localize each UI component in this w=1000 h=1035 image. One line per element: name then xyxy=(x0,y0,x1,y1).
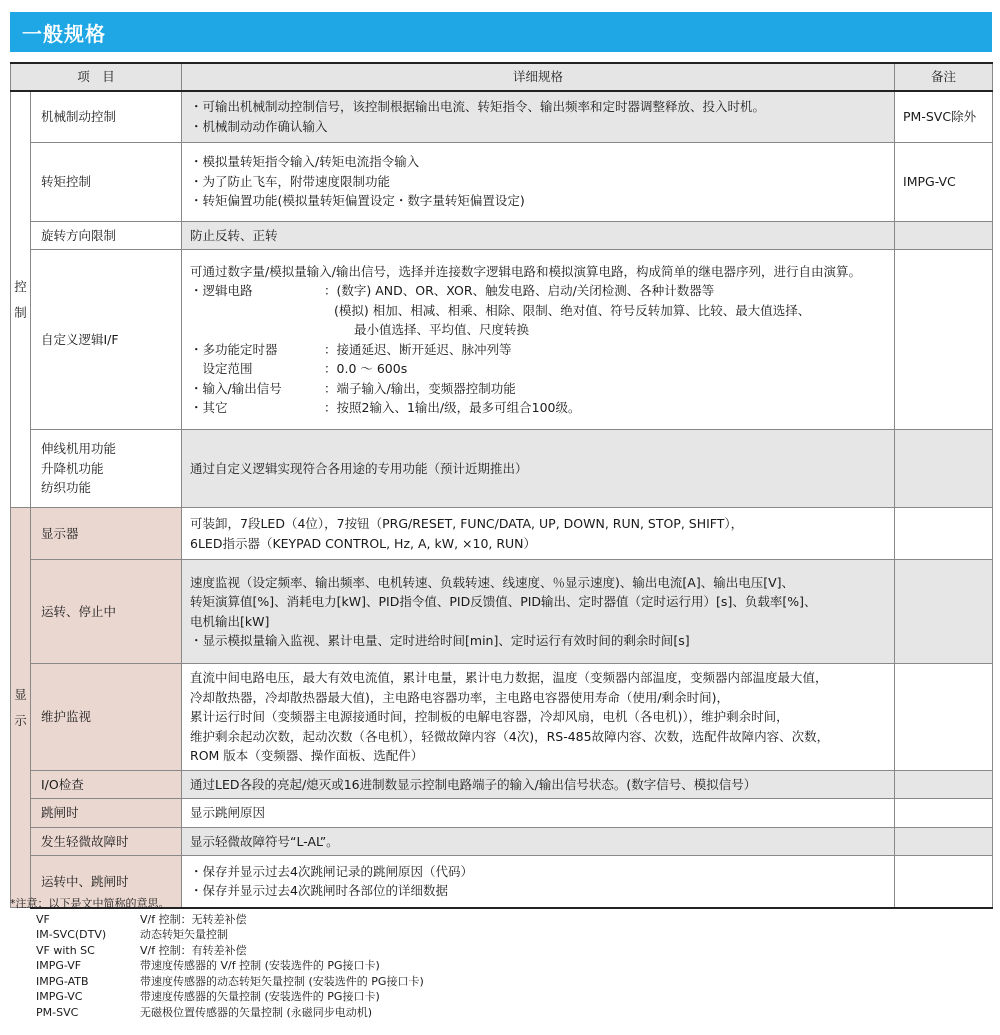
note-cell xyxy=(895,664,993,771)
note-cell xyxy=(895,560,993,664)
footnote-entry: IM-SVC(DTV) 动态转矩矢量控制 xyxy=(36,928,228,941)
item-label: 运转中、跳闸时 xyxy=(31,856,182,908)
table-header-row xyxy=(11,63,993,91)
item-label: I/O检查 xyxy=(31,770,182,799)
detail-cell: 显示轻微故障符号“L-AL”。 xyxy=(182,827,895,856)
detail-cell: 通过自定义逻辑实现符合各用途的专用功能（预计近期推出） xyxy=(182,430,895,508)
item-label: 旋转方向限制 xyxy=(31,221,182,250)
table-row xyxy=(11,770,993,799)
item-label: 机械制动控制 xyxy=(31,91,182,142)
table-row xyxy=(11,221,993,250)
table-row xyxy=(11,799,993,828)
header-detail: 详细规格 xyxy=(182,63,895,91)
item-label: 显示器 xyxy=(31,508,182,560)
footnote-entry: IMPG-ATB 带速度传感器的动态转矩矢量控制 (安装选件的 PG接口卡) xyxy=(36,974,424,988)
detail-cell: 可通过数字量/模拟量输入/输出信号，选择并连接数字逻辑电路和模拟演算电路，构成简单的继电器序列，进行自由演算。 ・逻辑电路 ：(数字) AND、OR、XOR、触发电路、启动/关闭检测、各种计数器等 (模拟) 相加、相减、相乘、相除、限制、绝对值、符号反转加算、比较、最大值选择、 最小值选择、平均值、尺度转换 ・多功能定时器 ：接通延迟、断开延迟、脉冲列等 设定范围 ：0.0 ～ 600s ・输入/输出信号 ：端子输入/输出，变频器控制功能 ・其它 ：按照2输入、1输出/级，最多可组合100级。 xyxy=(182,250,895,430)
detail-cell: 可装卸，7段LED（4位），7按钮（PRG/RESET, FUNC/DATA, UP, DOWN, RUN, STOP, SHIFT）， 6LED指示器（KEYPAD CONTROL, Hz, A, kW, ×10, RUN） xyxy=(182,508,895,560)
item-label: 自定义逻辑I/F xyxy=(31,250,182,430)
detail-cell: 直流中间电路电压，最大有效电流值，累计电量，累计电力数据，温度（变频器内部温度，变频器内部温度最大值， 冷却散热器，冷却散热器最大值)，主电路电容器功率，主电路电容器使用寿命（使用/剩余时间)， 累计运行时间（变频器主电源接通时间，控制板的电解电容器，冷却风扇，电机（各电机)），维护剩余时间， 维护剩余起动次数，起动次数（各电机），轻微故障内容（4次)，RS-485故障内容、次数，选配件故障内容、次数， ROM 版本（变频器、操作面板、选配件） xyxy=(182,664,895,771)
note-cell xyxy=(895,508,993,560)
item-label: 跳闸时 xyxy=(31,799,182,828)
page-title: 一般规格 xyxy=(22,22,106,46)
detail-cell: ・保存并显示过去4次跳闸记录的跳闸原因（代码） ・保存并显示过去4次跳闸时各部位的详细数据 xyxy=(182,856,895,908)
table-row xyxy=(11,142,993,221)
item-label: 运转、停止中 xyxy=(31,560,182,664)
item-label: 维护监视 xyxy=(31,664,182,771)
note-cell xyxy=(895,221,993,250)
note-cell xyxy=(895,827,993,856)
item-label: 转矩控制 xyxy=(31,142,182,221)
table-row xyxy=(11,560,993,664)
footnote-entry: PM-SVC 无磁极位置传感器的矢量控制 (永磁同步电动机) xyxy=(36,1005,373,1019)
table-row xyxy=(11,91,993,142)
table-row xyxy=(11,250,993,430)
header-item: 项 目 xyxy=(11,63,182,91)
note-cell: PM-SVC除外 xyxy=(895,91,993,142)
spec-table xyxy=(10,62,993,909)
footnote xyxy=(10,896,424,1020)
header-note: 备注 xyxy=(895,63,993,91)
table-row xyxy=(11,827,993,856)
table-row xyxy=(11,508,993,560)
footnote-entry: IMPG-VF 带速度传感器的 V/f 控制 (安装选件的 PG接口卡) xyxy=(36,959,380,972)
footnote-heading: *注意：以下是文中简称的意思。 xyxy=(10,897,170,910)
footnote-entry: VF with SC V/f 控制：有转差补偿 xyxy=(36,943,247,957)
detail-cell: 速度监视（设定频率、输出频率、电机转速、负载转速、线速度、％显示速度)、输出电流[A]、输出电压[V]、 转矩演算值[%]、消耗电力[kW]、PID指令值、PID反馈值、PID输出、定时器值（定时运行用）[s]、负载率[%]、 电机输出[kW] ・显示模拟量输入监视、累计电量、定时进给时间[min]、定时运行有效时间的剩余时间[s] xyxy=(182,560,895,664)
table-row xyxy=(11,664,993,771)
note-cell xyxy=(895,856,993,908)
note-cell xyxy=(895,430,993,508)
note-cell xyxy=(895,250,993,430)
detail-cell: 通过LED各段的亮起/熄灭或16进制数显示控制电路端子的输入/输出信号状态。(数字信号、模拟信号） xyxy=(182,770,895,799)
detail-cell: ・模拟量转矩指令输入/转矩电流指令输入 ・为了防止飞车，附带速度限制功能 ・转矩偏置功能(模拟量转矩偏置设定・数字量转矩偏置设定) xyxy=(182,142,895,221)
title-bar xyxy=(10,12,992,52)
footnote-entry: IMPG-VC 带速度传感器的矢量控制 (安装选件的 PG接口卡) xyxy=(36,990,380,1003)
note-cell xyxy=(895,770,993,799)
footnote-entry: VF V/f 控制：无转差补偿 xyxy=(36,912,247,926)
group-display-label: 显 示 xyxy=(11,508,31,908)
detail-cell: 防止反转、正转 xyxy=(182,221,895,250)
item-label: 发生轻微故障时 xyxy=(31,827,182,856)
item-label: 伸线机用功能 升降机功能 纺织功能 xyxy=(31,430,182,508)
table-row xyxy=(11,430,993,508)
detail-cell: ・可输出机械制动控制信号，该控制根据输出电流、转矩指令、输出频率和定时器调整释放、投入时机。 ・机械制动动作确认输入 xyxy=(182,91,895,142)
note-cell: IMPG-VC xyxy=(895,142,993,221)
detail-cell: 显示跳闸原因 xyxy=(182,799,895,828)
note-cell xyxy=(895,799,993,828)
group-control-label: 控 制 xyxy=(11,91,31,508)
